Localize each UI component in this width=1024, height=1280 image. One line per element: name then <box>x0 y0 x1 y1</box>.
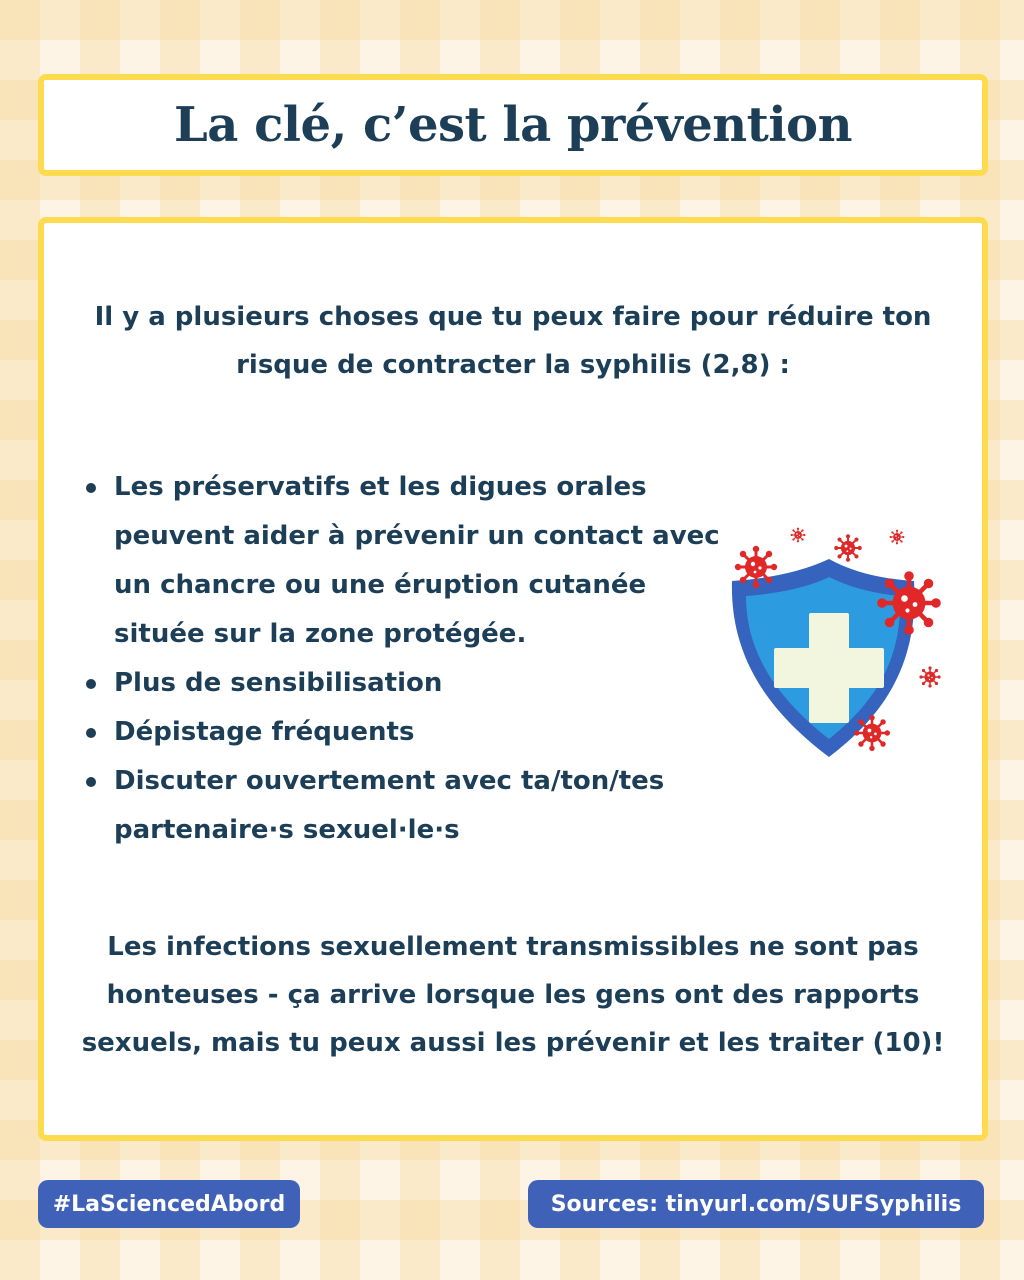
title-banner <box>38 74 988 176</box>
sources-badge: Sources: tinyurl.com/SUFSyphilis <box>528 1180 984 1228</box>
intro-text: Il y a plusieurs choses que tu peux faire pour réduire ton risque de contracter la syphilis (2,8) : <box>94 302 932 380</box>
page-title: La clé, c’est la prévention <box>174 97 852 153</box>
content-card <box>38 217 988 1141</box>
shield-with-cross-and-virus-icon <box>714 503 954 763</box>
list-item: Dépistage fréquents <box>112 708 732 757</box>
prevention-list <box>82 463 732 855</box>
closing-text: Les infections sexuellement transmissibles ne sont pas honteuses - ça arrive lorsque les gens ont des rapports sexuels, mais tu peux aussi les prévenir et les traiter (10)! <box>81 932 945 1058</box>
list-item: Plus de sensibilisation <box>112 659 732 708</box>
list-item: Discuter ouvertement avec ta/ton/tes partenaire·s sexuel·le·s <box>112 757 732 855</box>
hashtag-badge: #LaSciencedAbord <box>38 1180 300 1228</box>
list-item: Les préservatifs et les digues orales peuvent aider à prévenir un contact avec un chancre ou une éruption cutanée située sur la zone protégée. <box>112 463 732 659</box>
